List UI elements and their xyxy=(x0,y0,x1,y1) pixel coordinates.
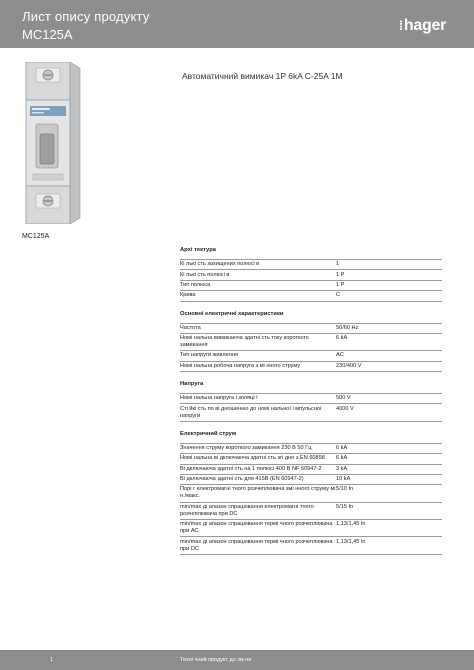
table-row xyxy=(180,484,442,501)
table-row xyxy=(180,361,442,372)
table-row xyxy=(180,403,442,421)
row-value: 6 kA xyxy=(336,444,348,451)
product-title: Автоматичний вимикач 1P 6kA C-25A 1M xyxy=(182,71,343,81)
row-value: 10 kA xyxy=(336,476,351,483)
document-subtitle: MC125A xyxy=(22,27,73,42)
table-row xyxy=(180,502,442,519)
section-title: Електричний струм xyxy=(180,430,237,437)
row-label: min/max ді апазон спрацювання електромагні тного розчеплювача при DC xyxy=(180,503,314,517)
row-value: 6 kA xyxy=(336,455,348,462)
row-label: Номі нальна робоча напруга з мі нного струму xyxy=(180,362,301,369)
table-row xyxy=(180,453,442,463)
circuit-breaker-image xyxy=(22,62,102,224)
section-title: Архі тектура xyxy=(180,247,216,253)
row-label: Тип полюса xyxy=(180,281,211,288)
table-row xyxy=(180,474,442,484)
table-row xyxy=(180,280,442,290)
row-label: Тип напруги живлення xyxy=(180,352,238,359)
row-value: 1,13/1,45 In xyxy=(336,521,366,528)
table-row xyxy=(180,269,442,279)
document-title: Лист опису продукту xyxy=(22,9,150,24)
section-title: Напруга xyxy=(180,381,204,387)
row-label: Кі лькі сть захищених полюсі в xyxy=(180,261,260,268)
table-row xyxy=(180,443,442,453)
table-row xyxy=(180,393,442,403)
row-label: Номі нальна ві дключаюча здатні сть згі дно з EN 60898 xyxy=(180,455,325,462)
specifications-table xyxy=(180,247,442,555)
table-row xyxy=(180,290,442,301)
row-label: min/max ді апазон спрацювання термі чного розчеплювача при AC xyxy=(180,521,333,535)
row-label: Значення струму короткого замикання 230 В 50 Гц xyxy=(180,444,312,451)
brand-logo: ⁞hager xyxy=(398,17,446,34)
page-footer xyxy=(0,650,474,670)
row-value: 5/10 In xyxy=(336,486,354,493)
product-code: MC125A xyxy=(22,233,50,240)
row-value: C xyxy=(336,292,341,299)
row-label: Номі нальна напруга і золяці ї xyxy=(180,395,258,402)
table-row xyxy=(180,333,442,350)
row-value: 5/15 In xyxy=(336,503,354,510)
section-title: Основні електричні характеристики xyxy=(180,310,284,317)
section-architecture xyxy=(180,247,442,302)
row-value: 1,13/1,45 In xyxy=(336,538,366,545)
row-label: Крива xyxy=(180,292,196,299)
row-value: 1 P xyxy=(336,271,345,278)
row-label: Номі нальна вимикаюча здатні сть току короткого замикання xyxy=(180,335,309,349)
section-electrical-characteristics xyxy=(180,311,442,373)
table-row xyxy=(180,323,442,333)
row-label: Ві дключаюча здатні сть для 415В (EN 60947-2) xyxy=(180,476,304,483)
page-number: 1 xyxy=(50,657,54,663)
table-row xyxy=(180,464,442,474)
row-label: Частота xyxy=(180,324,201,331)
footer-note: Техні чний продукт до зм ни xyxy=(180,657,252,663)
row-value: AC xyxy=(336,352,344,359)
section-current xyxy=(180,431,442,555)
row-value: 6 kA xyxy=(336,335,348,342)
table-row xyxy=(180,259,442,269)
table-row xyxy=(180,350,442,360)
page-header xyxy=(0,0,474,48)
row-label: Кі лькі сть полюсі в xyxy=(180,271,230,278)
row-value: 1 xyxy=(336,261,340,268)
table-row xyxy=(180,519,442,536)
table-row xyxy=(180,536,442,554)
row-label: min/max ді апазон спрацювання термі чного розчеплювача при DC xyxy=(180,538,333,552)
section-voltage xyxy=(180,381,442,422)
row-value: 3 kA xyxy=(336,465,348,472)
row-label: Порі г електромагні тного розчеплювача змі нного струму мі н./макс. xyxy=(180,486,336,500)
row-value: 1 P xyxy=(336,281,345,288)
row-value: 50/60 Hz xyxy=(336,324,359,331)
row-value: 500 V xyxy=(336,395,351,402)
row-value: 230/400 V xyxy=(336,362,362,369)
row-label: Ві дключаюча здатні сть на 1 полюсі 400 В NF 60947-2 xyxy=(180,465,322,472)
row-value: 4000 V xyxy=(336,405,354,412)
row-label: Сті йкі сть по ві дношенню до номі нальної і мпульсної напруги xyxy=(180,405,322,419)
